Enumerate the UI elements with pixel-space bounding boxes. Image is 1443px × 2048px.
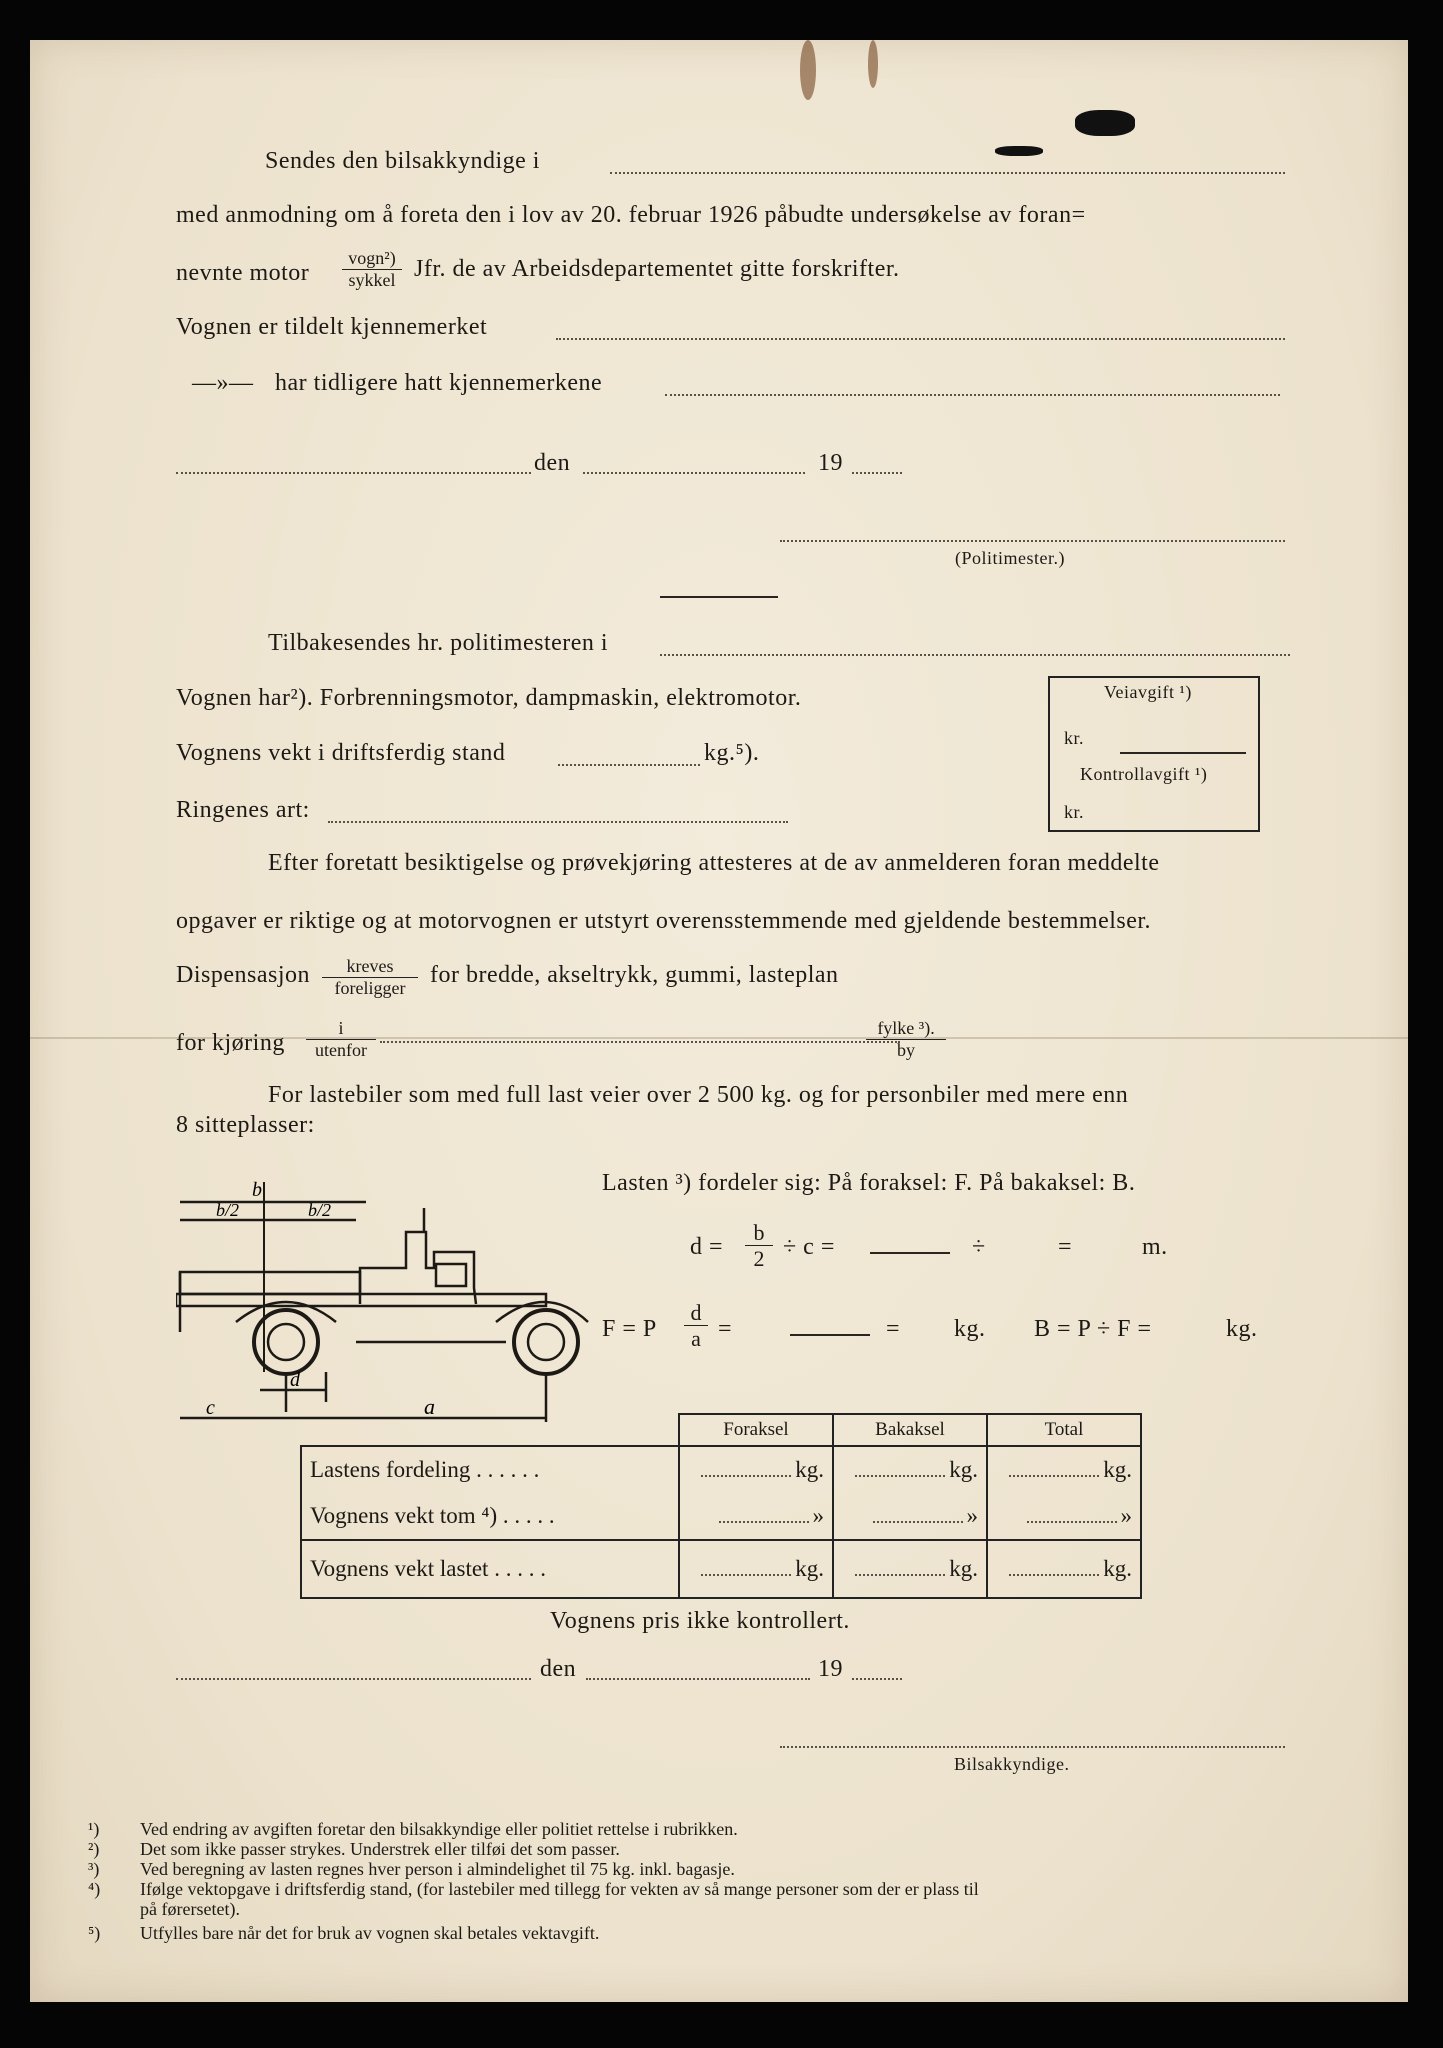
table-row xyxy=(301,1493,1141,1540)
F-calc-field[interactable] xyxy=(790,1334,870,1336)
form-paper xyxy=(30,40,1408,2002)
d-over-a-fraction xyxy=(684,1300,708,1352)
row-cell[interactable]: kg. xyxy=(987,1540,1141,1598)
truck-note-line-1: For lastebiler som med full last veier over 2 500 kg. og for personbiler med mere enn xyxy=(268,1082,1129,1108)
previous-plates-label: har tidligere hatt kjennemerkene xyxy=(275,370,603,396)
expert-signature-field[interactable] xyxy=(780,1746,1285,1748)
header-total: Total xyxy=(987,1414,1141,1446)
frac-den: by xyxy=(897,1039,915,1060)
date-19-2: 19 xyxy=(818,1656,843,1682)
label-b-half-2: b/2 xyxy=(308,1200,332,1220)
label-a: a xyxy=(424,1394,435,1419)
frac-den: foreligger xyxy=(334,977,406,998)
meters-unit: m. xyxy=(1142,1234,1168,1260)
label-d: d xyxy=(290,1369,300,1391)
fee-box xyxy=(1048,676,1260,832)
politimester-signature-field[interactable] xyxy=(780,540,1285,542)
weight-unit: kg.⁵). xyxy=(704,740,760,766)
ditto-mark: —»— xyxy=(192,370,254,396)
previous-plates-field[interactable] xyxy=(665,394,1280,396)
date-19: 19 xyxy=(818,450,843,476)
front-wheel xyxy=(514,1310,578,1374)
weight-label: Vognens vekt i driftsferdig stand xyxy=(176,740,506,766)
F-kg-unit: kg. xyxy=(954,1316,986,1342)
frac-den: utenfor xyxy=(315,1039,367,1060)
label-c: c xyxy=(206,1397,215,1419)
d-calc-field-1[interactable] xyxy=(870,1252,950,1254)
price-note: Vognens pris ikke kontrollert. xyxy=(550,1608,850,1634)
year-field[interactable] xyxy=(852,472,902,474)
frac-num: d xyxy=(684,1300,708,1326)
frac-den: 2 xyxy=(753,1246,765,1272)
send-label: Sendes den bilsakkyndige i xyxy=(265,148,540,174)
minus-sign: ÷ xyxy=(972,1234,986,1260)
row-cell[interactable]: » xyxy=(833,1493,987,1540)
d-equals: d = xyxy=(690,1234,724,1260)
motor-prefix: nevnte motor xyxy=(176,260,310,286)
frac-num: kreves xyxy=(322,956,418,978)
attest-line-1: Efter foretatt besiktigelse og prøvekjøring attesteres at de av anmelderen foran meddelte xyxy=(268,850,1160,876)
B-equals: B = P ÷ F = xyxy=(1034,1316,1152,1342)
equals-sign-3: = xyxy=(886,1316,901,1342)
request-line: med anmodning om å foreta den i lov av 20. februar 1926 påbudte undersøkelse av foran= xyxy=(176,202,1086,228)
road-fee-kr: kr. xyxy=(1064,728,1085,748)
row-cell[interactable]: kg. xyxy=(987,1446,1141,1493)
dispensation-fraction xyxy=(322,956,418,998)
truck-note-line-2: 8 sitteplasser: xyxy=(176,1112,315,1138)
dispensation-prefix: Dispensasjon xyxy=(176,962,310,988)
tyre-label: Ringenes art: xyxy=(176,797,310,823)
equals-sign-2: = xyxy=(718,1316,733,1342)
row-label: Lastens fordeling . . . . . . xyxy=(301,1446,679,1493)
frac-num: fylke ³). xyxy=(866,1018,946,1040)
footnote-1: ¹) Ved endring av avgiften foretar den bilsakkyndige eller politiet rettelse i rubrikken. xyxy=(88,1819,738,1839)
footnote-5: ⁵) Utfylles bare når det for bruk av vognen skal betales vektavgift. xyxy=(88,1923,600,1943)
row-label: Vognens vekt lastet . . . . . xyxy=(301,1540,679,1598)
ink-blot xyxy=(1075,110,1135,136)
date-den-2: den xyxy=(540,1656,577,1682)
footnote-4-cont: på førersetet). xyxy=(140,1899,240,1919)
attest-line-2: opgaver er riktige og at motorvognen er utstyrt overensstemmende med gjeldende bestemmelser. xyxy=(176,908,1152,934)
row-cell[interactable]: kg. xyxy=(833,1446,987,1493)
b-over-2-fraction xyxy=(745,1220,773,1272)
F-equals-P: F = P xyxy=(602,1316,657,1342)
engine-type-line: Vognen har²). Forbrenningsmotor, dampmaskin, elektromotor. xyxy=(176,685,802,711)
row-cell[interactable]: kg. xyxy=(679,1446,833,1493)
load-distribution-text: Lasten ³) fordeler sig: På foraksel: F. På bakaksel: B. xyxy=(602,1170,1136,1196)
rust-stain xyxy=(868,40,878,88)
rear-wheel-hub xyxy=(268,1324,304,1360)
driving-fraction xyxy=(306,1018,376,1060)
table-header-row xyxy=(301,1414,1141,1446)
driving-area-field[interactable] xyxy=(380,1041,900,1043)
row-cell[interactable]: » xyxy=(987,1493,1141,1540)
date-field[interactable] xyxy=(583,472,805,474)
cargo-bed xyxy=(180,1272,360,1294)
row-cell[interactable]: kg. xyxy=(679,1540,833,1598)
frac-den: sykkel xyxy=(348,269,396,290)
plate-label: Vognen er tildelt kjennemerket xyxy=(176,314,488,340)
county-city-fraction xyxy=(866,1018,946,1060)
row-label: Vognens vekt tom ⁴) . . . . . xyxy=(301,1493,679,1540)
road-fee-field[interactable] xyxy=(1120,752,1246,754)
ink-blot xyxy=(995,146,1043,156)
road-fee-label: Veiavgift ¹) xyxy=(1104,682,1192,702)
frac-den: a xyxy=(691,1326,701,1352)
footnote-4: ⁴) Ifølge vektopgave i driftsferdig stand, (for lastebiler med tillegg for vekten av så mange personer som der er plass til xyxy=(88,1879,979,1899)
place-field[interactable] xyxy=(176,472,531,474)
date-den: den xyxy=(534,450,571,476)
front-wheel-hub xyxy=(528,1324,564,1360)
tyre-field[interactable] xyxy=(328,821,788,823)
table-row xyxy=(301,1446,1141,1493)
frac-num: b xyxy=(745,1220,773,1246)
politimester-label: (Politimester.) xyxy=(955,548,1065,568)
label-b-half-1: b/2 xyxy=(216,1200,240,1220)
motor-suffix: Jfr. de av Arbeidsdepartementet gitte forskrifter. xyxy=(414,256,900,282)
date-field-2[interactable] xyxy=(586,1678,810,1680)
return-location-field[interactable] xyxy=(660,654,1290,656)
control-fee-label: Kontrollavgift ¹) xyxy=(1080,764,1208,784)
B-kg-unit: kg. xyxy=(1226,1316,1258,1342)
vogn-sykkel-fraction xyxy=(342,248,402,290)
table-row xyxy=(301,1540,1141,1598)
row-cell[interactable]: » xyxy=(679,1493,833,1540)
return-label: Tilbakesendes hr. politimesteren i xyxy=(268,630,609,656)
expert-label: Bilsakkyndige. xyxy=(954,1754,1070,1774)
header-bakaksel: Bakaksel xyxy=(833,1414,987,1446)
radiator xyxy=(436,1264,466,1286)
section-divider xyxy=(660,596,778,598)
control-fee-kr: kr. xyxy=(1064,802,1085,822)
place-field-2[interactable] xyxy=(176,1678,531,1680)
year-field-2[interactable] xyxy=(852,1678,902,1680)
footnote-3: ³) Ved beregning av lasten regnes hver person i almindelighet til 75 kg. inkl. bagasje. xyxy=(88,1859,735,1879)
load-table xyxy=(300,1413,1142,1599)
row-cell[interactable]: kg. xyxy=(833,1540,987,1598)
driving-prefix: for kjøring xyxy=(176,1030,285,1056)
label-b: b xyxy=(252,1179,262,1201)
frac-num: i xyxy=(306,1018,376,1040)
rust-stain xyxy=(800,40,816,100)
frac-num: vogn²) xyxy=(342,248,402,270)
weight-field[interactable] xyxy=(558,764,700,766)
table-corner xyxy=(301,1414,679,1446)
truck-diagram xyxy=(176,1172,594,1442)
header-foraksel: Foraksel xyxy=(679,1414,833,1446)
send-location-field[interactable] xyxy=(610,172,1285,174)
equals-sign: = xyxy=(1058,1234,1073,1260)
plate-field[interactable] xyxy=(556,338,1285,340)
dispensation-suffix: for bredde, akseltrykk, gummi, lasteplan xyxy=(430,962,839,988)
footnote-2: ²) Det som ikke passer strykes. Understrek eller tilføi det som passer. xyxy=(88,1839,620,1859)
minus-c-equals: ÷ c = xyxy=(783,1234,835,1260)
